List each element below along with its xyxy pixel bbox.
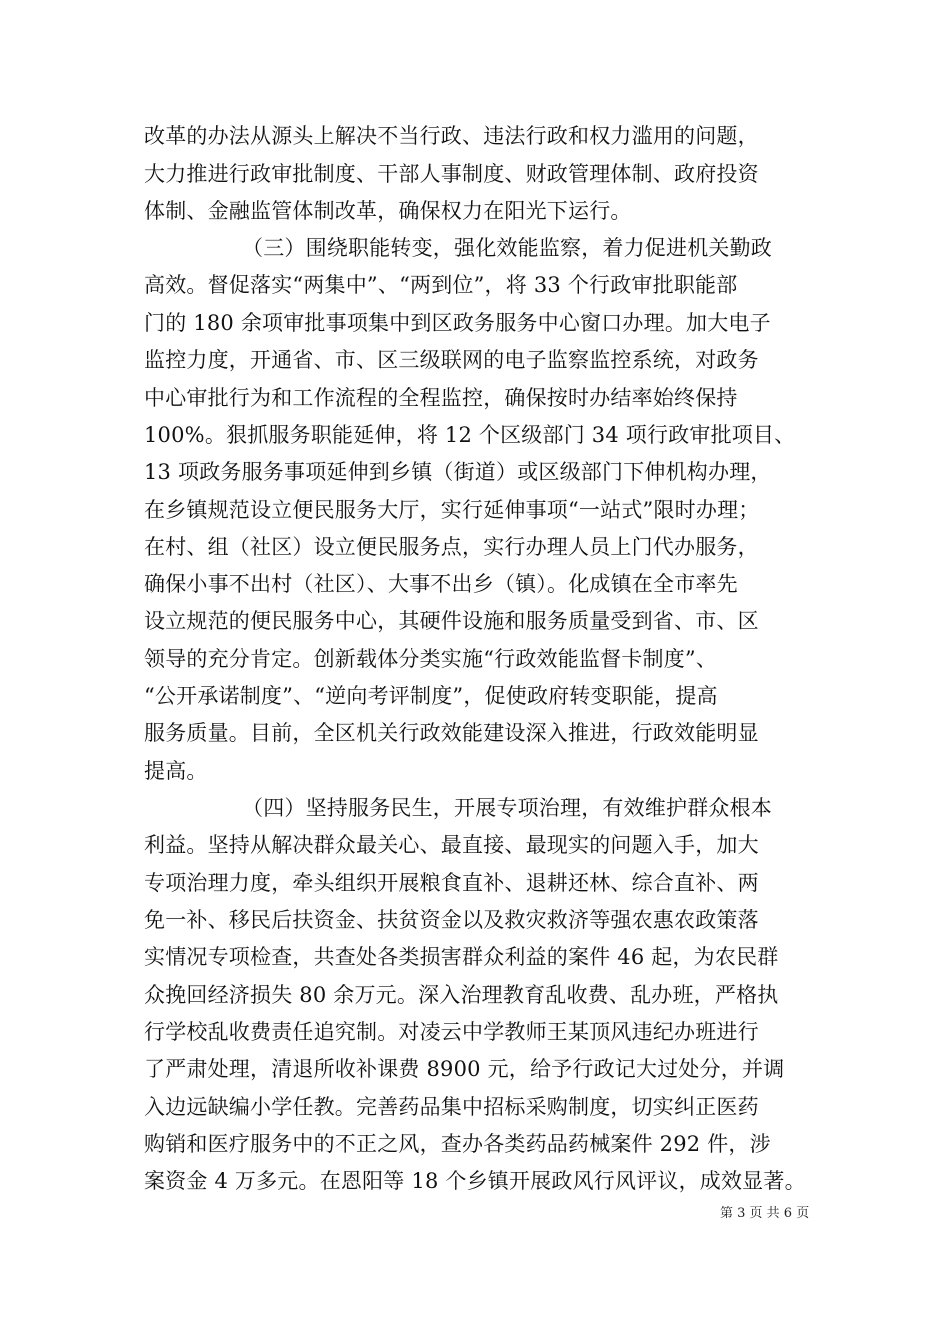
text-line: 改革的办法从源头上解决不当行政、违法行政和权力滥用的问题， — [144, 124, 759, 148]
text-line: 领导的充分肯定。创新载体分类实施“行政效能监督卡制度”、 — [144, 647, 718, 671]
text-line: 确保小事不出村（社区）、大事不出乡（镇）。化成镇在全市率先 — [144, 572, 738, 596]
text-line: 在乡镇规范设立便民服务大厅，实行延伸事项“一站式”限时办理； — [144, 498, 760, 522]
text-line: 大力推进行政审批制度、干部人事制度、财政管理体制、政府投资 — [144, 162, 759, 186]
text-line: 众挽回经济损失 80 余万元。深入治理教育乱收费、乱办班，严格执 — [144, 983, 779, 1007]
text-line: 中心审批行为和工作流程的全程监控，确保按时办结率始终保持 — [144, 386, 738, 410]
text-line: 设立规范的便民服务中心，其硬件设施和服务质量受到省、市、区 — [144, 609, 759, 633]
text-line: 监控力度，开通省、市、区三级联网的电子监察监控系统，对政务 — [144, 348, 759, 372]
text-line: 案资金 4 万多元。在恩阳等 18 个乡镇开展政风行风评议，成效显著。 — [144, 1169, 806, 1193]
text-line: 体制、金融监管体制改革，确保权力在阳光下运行。 — [144, 199, 632, 223]
text-line: 100%。狠抓服务职能延伸，将 12 个区级部门 34 项行政审批项目、 — [144, 423, 796, 447]
section-heading-three: （三）围绕职能转变，强化效能监察，着力促进机关勤政 — [242, 236, 772, 260]
text-line: 购销和医疗服务中的不正之风，查办各类药品药械案件 292 件，涉 — [144, 1132, 771, 1156]
text-line: 高效。督促落实“两集中”、“两到位”，将 33 个行政审批职能部 — [144, 273, 738, 297]
text-line: 服务质量。目前，全区机关行政效能建设深入推进，行政效能明显 — [144, 721, 759, 745]
text-line: 实情况专项检查，共查处各类损害群众利益的案件 46 起，为农民群 — [144, 945, 779, 969]
text-line: 行学校乱收费责任追究制。对凌云中学教师王某顶风违纪办班进行 — [144, 1020, 759, 1044]
text-line: 利益。坚持从解决群众最关心、最直接、最现实的问题入手，加大 — [144, 833, 759, 857]
text-line: 在村、组（社区）设立便民服务点，实行办理人员上门代办服务， — [144, 535, 759, 559]
text-line: 了严肃处理，清退所收补课费 8900 元，给予行政记大过处分，并调 — [144, 1057, 785, 1081]
section-heading-four: （四）坚持服务民生，开展专项治理，有效维护群众根本 — [242, 796, 772, 820]
text-line: 提高。 — [144, 759, 208, 783]
page-number-footer: 第 3 页 共 6 页 — [720, 1206, 810, 1221]
text-line: “公开承诺制度”、“逆向考评制度”，促使政府转变职能，提高 — [144, 684, 718, 708]
text-line: 入边远缺编小学任教。完善药品集中招标采购制度，切实纠正医药 — [144, 1095, 759, 1119]
text-line: 免一补、移民后扶资金、扶贫资金以及救灾救济等强农惠农政策落 — [144, 908, 759, 932]
text-line: 门的 180 余项审批事项集中到区政务服务中心窗口办理。加大电子 — [144, 311, 771, 335]
text-line: 专项治理力度，牵头组织开展粮食直补、退耕还林、综合直补、两 — [144, 871, 759, 895]
text-line: 13 项政务服务事项延伸到乡镇（街道）或区级部门下伸机构办理， — [144, 460, 772, 484]
